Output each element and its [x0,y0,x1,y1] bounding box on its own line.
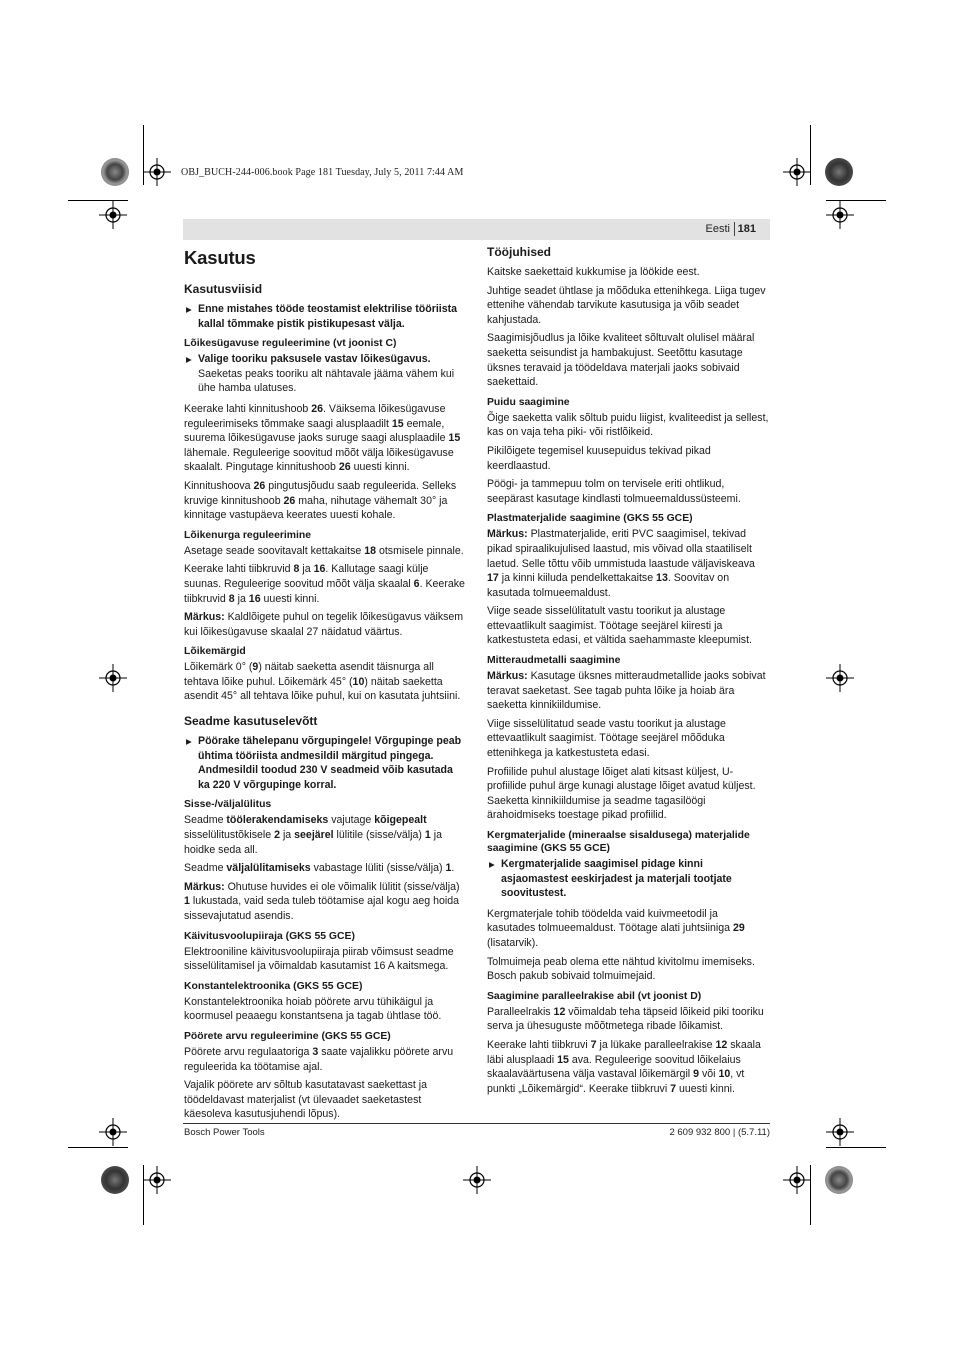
crop-line [143,1165,144,1225]
paragraph: Õige saeketta valik sõltub puidu liigist, kvaliteedist ja sellest, kas on vaja teha piki- või ristlõikeid. [487,411,769,439]
paragraph: Konstantelektroonika hoiab pöörete arvu tühikäigul ja koormusel peaaegu konstantsena ja tagab ühtlase töö. [184,995,442,1023]
paragraph: Kergmaterjale tohib töödelda vaid kuivmeetodil ja kasutades tolmueemaldust. Töötage alati juhtsiiniga 29 (lisatarvik). [487,907,745,949]
page-title: Kasutus [184,247,256,268]
header-separator [734,222,735,236]
registration-mark-icon [99,201,127,229]
paragraph: Tolmuimeja peab olema ette nähtud kivitolmu imemiseks. Bosch pakub sobivaid tolmuimejaid. [487,955,755,983]
crop-line [810,125,811,185]
paragraph: Vajalik pöörete arv sõltub kasutatavast saekettast ja töödeldavast materjalist (vt ülevaadet saeketastest käesoleva kasutusjuhendi lõpus). [184,1079,428,1121]
registration-mark-icon [463,1166,491,1194]
page-number: 181 [737,223,756,235]
heading-inrush-limiter: Käivitusvoolupiiraja (GKS 55 GCE) [184,930,355,942]
paragraph: Saagimisjõudlus ja lõike kvaliteet sõltuvalt olulisel määral saeketta seisundist ja hambakujust. Seetõttu kasutage üksnes teravaid ja töödeldava materjali jaoks sobivaid saekettaid. [487,332,755,389]
color-disc-icon [101,158,129,186]
footer-doc-number: 2 609 932 800 | (5.7.11) [669,1127,770,1138]
paragraph: Märkus: Plastmaterjalide, eriti PVC saagimisel, tekivad pikad spiraalikujulised laastud, mis võivad olla staatiliselt laetud. Selle tõttu võib ummistuda laastude väljaviskeava 17 ja kinni kiiluda pendelkettakaitse 13. Soovitav on kasutada tolmueemaldust. [487,528,755,599]
book-slug: OBJ_BUCH-244-006.book Page 181 Tuesday, July 5, 2011 7:44 AM [181,167,464,178]
paragraph: Elektrooniline käivitusvoolupiiraja piirab võimsust seadme sisselülitamisel ja võimaldab kasutamist 16 A kaitsmega. [184,945,454,973]
crop-line [68,200,128,201]
paragraph: Keerake lahti tiibkruvi 7 ja lükake paralleelrakise 12 skaala läbi alusplaadi 15 ava. Reguleerige soovitud lõikelaius skaalaväärtusena välja vastaval lõikemärgil 9 või 10, vt punkti „Lõikemärgid“. Keerake tiibkruvi 7 uuesti kinni. [487,1038,761,1095]
left-column [184,245,466,1126]
footer-rule [183,1123,770,1124]
heading-nonferrous: Mitteraudmetalli saagimine [487,655,621,667]
heading-cut-marks: Lõikemärgid [184,646,246,658]
crop-line [143,125,144,185]
crop-line [826,200,886,201]
paragraph: Kaitske saekettaid kukkumise ja löökide eest. [487,266,700,278]
heading-parallel-guide: Saagimine paralleelrakise abil (vt joonist D) [487,990,702,1002]
heading-lightweight: Kergmaterjalide (mineraalse sisaldusega) materjalide saagimine (GKS 55 GCE) [487,830,750,854]
bullet-lightweight: ▶ Kergmaterjalide saagimisel pidage kinni asjaomastest eeskirjadest ja materjali tootjate soovitustest. [487,857,769,901]
heading-wood: Puidu saagimine [487,396,570,408]
paragraph: Pikilõigete tegemisel kuusepuidus tekivad pikad keerdlaastud. [487,444,711,472]
paragraph: Viige sisselülitatud seade vastu toorikut ja alustage ettevaatlikult saagimist. Töötage seejärel mõõduka ettenihkega ja katkestusteta edasi. [487,717,726,760]
crop-line [826,1147,886,1148]
note: Märkus: Kasutage üksnes mitteraudmetallide jaoks sobivat teravat saeketast. See tagab puhta lõike ja hoiab ära saeketta kinnikiildumise. [487,670,766,712]
section-heading-work-tips: Tööjuhised [487,245,551,259]
heading-constant-electronics: Konstantelektroonika (GKS 55 GCE) [184,980,363,992]
color-disc-icon [825,158,853,186]
note: Märkus: Kaldlõigete puhul on tegelik lõikesügavus väiksem kui lõikesügavuse skaalal 27 näidatud väärtus. [184,611,464,638]
crop-line [68,1147,128,1148]
paragraph: Kinnitushoova 26 pingutusjõudu saab reguleerida. Selleks kruvige kinnitushoob 26 maha, nihutage vähemalt 30° ja kinnitage vastupäeva keerates uuesti kohale. [184,479,457,522]
bullet-unplug: ▶ Enne mistahes tööde teostamist elektrilise tööriista kallal tõmmake pistik pistikupesast välja. [184,302,466,331]
registration-mark-icon [99,1118,127,1146]
registration-mark-icon [143,158,171,186]
paragraph: Keerake lahti kinnitushoob 26. Väiksema lõikesügavuse reguleerimiseks tõmmake saagi alusplaadilt 15 eemale, suurema lõikesügavuse jaoks suruge saagi alusplaadile 15 lähemale. Reguleerige soovitud mõõt välja lõikesügavuse skaalalt. Pingutage kinnitushoob 26 uuesti kinni. [184,402,461,474]
registration-mark-icon [783,158,811,186]
registration-mark-icon [99,664,127,692]
page-header [183,219,770,240]
registration-mark-icon [826,1118,854,1146]
footer-publisher: Bosch Power Tools [184,1127,265,1138]
paragraph: Keerake lahti tiibkruvid 8 ja 16. Kallutage saagi külje suunas. Reguleerige soovitud mõõt välja skaalal 6. Keerake tiibkruvid 8 ja 16 uuesti kinni. [184,563,465,605]
heading-on-off: Sisse-/väljalülitus [184,799,272,811]
paragraph: Paralleelrakis 12 võimaldab teha täpseid lõikeid piki tooriku serva ja ühesuguste mõõtmetega ribade lõikamist. [487,1005,764,1033]
header-language: Eesti [705,223,730,235]
paragraph: Seadme väljalülitamiseks vabastage lüliti (sisse/välja) 1. [184,862,455,875]
heading-cut-angle: Lõikenurga reguleerimine [184,529,312,541]
paragraph: Pöörete arvu regulaatoriga 3 saate vajalikku pöörete arvu reguleerida ka töötamise ajal. [184,1045,454,1073]
paragraph: Lõikemärk 0° (9) näitab saeketta asendit täisnurga all tehtava lõike puhul. Lõikemärk 45° (10) näitab saeketta asendit 45° all tehtava lõike puhul, kui on kasutata juhtsiini. [184,661,461,703]
color-disc-icon [825,1166,853,1194]
crop-line [810,1165,811,1225]
paragraph: Pöögi- ja tammepuu tolm on tervisele eriti ohtlikud, seepärast kasutage kindlasti tolmueemaldussüsteemi. [487,478,741,505]
bullet-voltage: ▶ Pöörake tähelepanu võrgupingele! Võrgupinge peab ühtima tööriista andmesildil märgitud pingega. Andmesildil toodud 230 V seadmeid võib kasutada ka 220 V võrgupinge korral. [184,734,466,792]
paragraph: Seadme töölerakendamiseks vajutage kõigepealt sisselülitustõkisele 2 ja seejärel lülitile (sisse/välja) 1 ja hoidke seda all. [184,814,442,856]
paragraph: Juhtige seadet ühtlase ja mõõduka ettenihkega. Liiga tugev ettenihe vähendab tarvikute kasutusiga ja võib seadet kahjustada. [487,284,766,326]
paragraph: Viige seade sisselülitatult vastu toorikut ja alustage ettevaatlikult saagimist. Töötage seejärel kiiresti ja katkestusteta edasi, et vältida saehammaste kleepumist. [487,605,752,647]
bullet-cut-depth: ▶ Valige tooriku paksusele vastav lõikesügavus. Saeketas peaks tooriku alt nähtavale jääma vähem kui ühe hamba ulatuses. [184,352,466,396]
paragraph: Profiilide puhul alustage lõiget alati kitsast küljest, U-profiilide puhul ärge kunagi alustage lõiget avatud küljest. Saeketta kinnikiildumise ja seadme tagasilöögi ärahoidmiseks toestage pikad profiilid. [487,765,756,822]
registration-mark-icon [826,201,854,229]
paragraph: Märkus: Ohutuse huvides ei ole võimalik lülitit (sisse/välja) 1 lukustada, vaid seda tuleb töötamise ajal kogu aeg hoida sissevajutatud asendis. [184,880,460,922]
right-column [487,245,769,1100]
registration-mark-icon [143,1166,171,1194]
section-heading-startup: Seadme kasutuselevõtt [184,714,318,729]
heading-speed-control: Pöörete arvu reguleerimine (GKS 55 GCE) [184,1030,391,1042]
heading-cut-depth: Lõikesügavuse reguleerimine (vt joonist C) [184,338,397,350]
color-disc-icon [101,1166,129,1194]
registration-mark-icon [826,664,854,692]
registration-mark-icon [783,1166,811,1194]
paragraph: Asetage seade soovitavalt kettakaitse 18 otsmisele pinnale. [184,544,464,557]
heading-plastic: Plastmaterjalide saagimine (GKS 55 GCE) [487,513,693,525]
section-heading-usage-modes: Kasutusviisid [184,282,263,296]
